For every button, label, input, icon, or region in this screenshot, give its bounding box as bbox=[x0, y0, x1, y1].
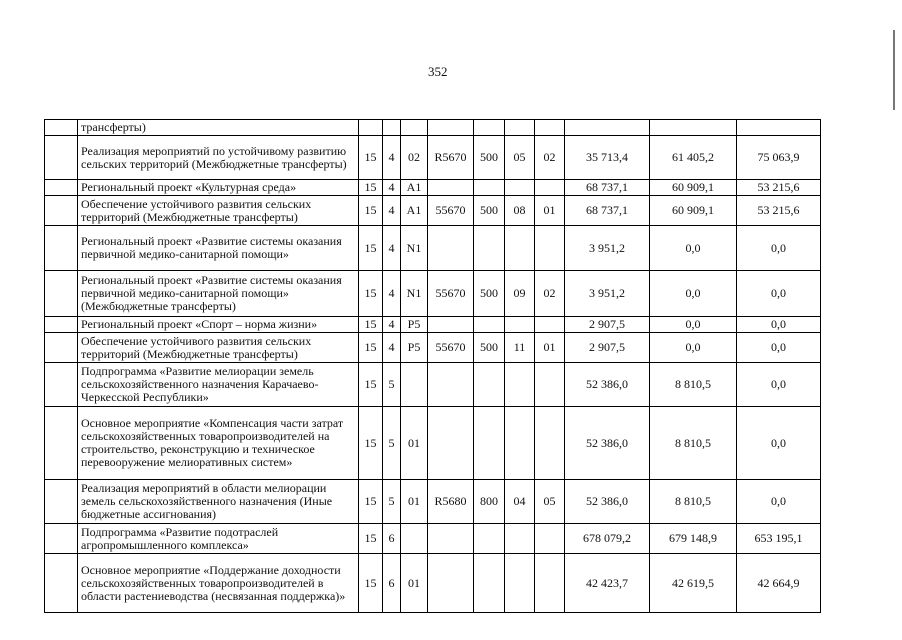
col-direction bbox=[428, 524, 474, 554]
col-section: 15 bbox=[359, 407, 383, 480]
col-section: 15 bbox=[359, 480, 383, 524]
col-expense-type: 800 bbox=[474, 480, 505, 524]
col-subprogram: P5 bbox=[401, 317, 428, 333]
row-name: Реализация мероприятий в области мелиорации земель сельскохозяйственного назначения (Иные бюджетные ассигнования) bbox=[78, 480, 359, 524]
col-expense-type bbox=[474, 554, 505, 613]
table-row bbox=[45, 226, 821, 271]
col-subsection bbox=[535, 524, 565, 554]
value-year2: 61 405,2 bbox=[650, 136, 737, 180]
value-year3: 0,0 bbox=[737, 407, 821, 480]
value-year2: 8 810,5 bbox=[650, 480, 737, 524]
value-year3: 0,0 bbox=[737, 333, 821, 363]
col-subsection bbox=[535, 407, 565, 480]
value-year1: 68 737,1 bbox=[565, 180, 650, 196]
row-name: Обеспечение устойчивого развития сельских территорий (Межбюджетные трансферты) bbox=[78, 196, 359, 226]
table-row bbox=[45, 180, 821, 196]
col-subsection: 02 bbox=[535, 271, 565, 317]
col-program: 5 bbox=[383, 480, 401, 524]
col-chapter: 05 bbox=[505, 136, 535, 180]
col-subsection bbox=[535, 120, 565, 136]
blank-cell bbox=[45, 136, 78, 180]
col-subprogram: A1 bbox=[401, 196, 428, 226]
col-expense-type bbox=[474, 317, 505, 333]
col-direction: 55670 bbox=[428, 271, 474, 317]
value-year1: 2 907,5 bbox=[565, 333, 650, 363]
blank-cell bbox=[45, 554, 78, 613]
col-chapter: 11 bbox=[505, 333, 535, 363]
col-program: 6 bbox=[383, 554, 401, 613]
col-program: 4 bbox=[383, 180, 401, 196]
blank-cell bbox=[45, 180, 78, 196]
col-direction: 55670 bbox=[428, 196, 474, 226]
table-row bbox=[45, 363, 821, 407]
row-name: Региональный проект «Культурная среда» bbox=[78, 180, 359, 196]
table-row bbox=[45, 554, 821, 613]
page-number: 352 bbox=[428, 64, 448, 79]
col-section bbox=[359, 120, 383, 136]
col-direction bbox=[428, 317, 474, 333]
value-year1: 42 423,7 bbox=[565, 554, 650, 613]
col-section: 15 bbox=[359, 363, 383, 407]
col-subprogram: P5 bbox=[401, 333, 428, 363]
col-chapter bbox=[505, 363, 535, 407]
row-name: Обеспечение устойчивого развития сельских территорий (Межбюджетные трансферты) bbox=[78, 333, 359, 363]
col-expense-type: 500 bbox=[474, 271, 505, 317]
blank-cell bbox=[45, 524, 78, 554]
value-year2: 8 810,5 bbox=[650, 363, 737, 407]
col-direction: R5670 bbox=[428, 136, 474, 180]
blank-cell bbox=[45, 120, 78, 136]
col-chapter bbox=[505, 317, 535, 333]
col-expense-type: 500 bbox=[474, 136, 505, 180]
value-year1: 3 951,2 bbox=[565, 271, 650, 317]
col-program: 5 bbox=[383, 407, 401, 480]
col-expense-type: 500 bbox=[474, 196, 505, 226]
col-subprogram: A1 bbox=[401, 180, 428, 196]
col-expense-type bbox=[474, 363, 505, 407]
blank-cell bbox=[45, 271, 78, 317]
blank-cell bbox=[45, 317, 78, 333]
value-year1: 3 951,2 bbox=[565, 226, 650, 271]
value-year3 bbox=[737, 120, 821, 136]
col-expense-type bbox=[474, 120, 505, 136]
blank-cell bbox=[45, 480, 78, 524]
row-name: Региональный проект «Спорт – норма жизни» bbox=[78, 317, 359, 333]
blank-cell bbox=[45, 226, 78, 271]
value-year3: 0,0 bbox=[737, 226, 821, 271]
col-section: 15 bbox=[359, 524, 383, 554]
col-program bbox=[383, 120, 401, 136]
row-name: Региональный проект «Развитие системы оказания первичной медико-санитарной помощи» (Межбюджетные трансферты) bbox=[78, 271, 359, 317]
row-name: Региональный проект «Развитие системы оказания первичной медико-санитарной помощи» bbox=[78, 226, 359, 271]
col-direction bbox=[428, 226, 474, 271]
col-program: 4 bbox=[383, 136, 401, 180]
col-direction bbox=[428, 407, 474, 480]
value-year2: 60 909,1 bbox=[650, 180, 737, 196]
value-year1 bbox=[565, 120, 650, 136]
col-expense-type bbox=[474, 407, 505, 480]
col-direction bbox=[428, 554, 474, 613]
value-year3: 0,0 bbox=[737, 271, 821, 317]
value-year3: 0,0 bbox=[737, 363, 821, 407]
value-year2: 60 909,1 bbox=[650, 196, 737, 226]
value-year1: 2 907,5 bbox=[565, 317, 650, 333]
col-direction bbox=[428, 120, 474, 136]
col-subprogram: 01 bbox=[401, 480, 428, 524]
col-direction: 55670 bbox=[428, 333, 474, 363]
col-program: 4 bbox=[383, 333, 401, 363]
col-subsection bbox=[535, 317, 565, 333]
col-subprogram bbox=[401, 363, 428, 407]
table-row bbox=[45, 136, 821, 180]
col-section: 15 bbox=[359, 271, 383, 317]
value-year1: 678 079,2 bbox=[565, 524, 650, 554]
col-program: 4 bbox=[383, 317, 401, 333]
value-year3: 0,0 bbox=[737, 317, 821, 333]
col-subsection bbox=[535, 180, 565, 196]
row-name: Основное мероприятие «Поддержание доходности сельскохозяйственных товаропроизводителей в области растениеводства (несвязанная поддержка)» bbox=[78, 554, 359, 613]
col-expense-type bbox=[474, 226, 505, 271]
blank-cell bbox=[45, 196, 78, 226]
table-row bbox=[45, 407, 821, 480]
col-direction bbox=[428, 363, 474, 407]
row-name: трансферты) bbox=[78, 120, 359, 136]
col-direction bbox=[428, 180, 474, 196]
value-year1: 35 713,4 bbox=[565, 136, 650, 180]
col-chapter bbox=[505, 120, 535, 136]
blank-cell bbox=[45, 333, 78, 363]
col-subprogram: 01 bbox=[401, 407, 428, 480]
table-row bbox=[45, 120, 821, 136]
page-edge-line bbox=[893, 30, 895, 110]
row-name: Основное мероприятие «Компенсация части затрат сельскохозяйственных товаропроизводителей на строительство, реконструкцию и техническое перевооружение мелиоративных систем» bbox=[78, 407, 359, 480]
col-section: 15 bbox=[359, 317, 383, 333]
col-program: 4 bbox=[383, 271, 401, 317]
col-chapter: 09 bbox=[505, 271, 535, 317]
table-row bbox=[45, 271, 821, 317]
value-year2: 679 148,9 bbox=[650, 524, 737, 554]
col-subprogram: 01 bbox=[401, 554, 428, 613]
col-subsection: 05 bbox=[535, 480, 565, 524]
value-year3: 53 215,6 bbox=[737, 180, 821, 196]
value-year3: 653 195,1 bbox=[737, 524, 821, 554]
row-name: Реализация мероприятий по устойчивому развитию сельских территорий (Межбюджетные трансферты) bbox=[78, 136, 359, 180]
col-subprogram bbox=[401, 524, 428, 554]
col-chapter bbox=[505, 407, 535, 480]
col-program: 4 bbox=[383, 226, 401, 271]
value-year2: 0,0 bbox=[650, 317, 737, 333]
value-year2: 0,0 bbox=[650, 226, 737, 271]
budget-table bbox=[44, 119, 821, 613]
table-row bbox=[45, 524, 821, 554]
col-section: 15 bbox=[359, 196, 383, 226]
col-program: 4 bbox=[383, 196, 401, 226]
col-chapter bbox=[505, 226, 535, 271]
value-year1: 52 386,0 bbox=[565, 480, 650, 524]
col-direction: R5680 bbox=[428, 480, 474, 524]
value-year1: 52 386,0 bbox=[565, 363, 650, 407]
blank-cell bbox=[45, 363, 78, 407]
col-section: 15 bbox=[359, 136, 383, 180]
col-subsection bbox=[535, 554, 565, 613]
value-year2: 8 810,5 bbox=[650, 407, 737, 480]
col-section: 15 bbox=[359, 180, 383, 196]
value-year1: 52 386,0 bbox=[565, 407, 650, 480]
col-expense-type bbox=[474, 524, 505, 554]
table-row bbox=[45, 333, 821, 363]
col-subsection bbox=[535, 363, 565, 407]
col-subsection: 02 bbox=[535, 136, 565, 180]
table-row bbox=[45, 480, 821, 524]
col-subprogram: 02 bbox=[401, 136, 428, 180]
value-year2: 0,0 bbox=[650, 333, 737, 363]
row-name: Подпрограмма «Развитие мелиорации земель сельскохозяйственного назначения Карачаево-Черкесской Республики» bbox=[78, 363, 359, 407]
col-program: 5 bbox=[383, 363, 401, 407]
col-subsection: 01 bbox=[535, 196, 565, 226]
col-section: 15 bbox=[359, 333, 383, 363]
value-year2 bbox=[650, 120, 737, 136]
col-program: 6 bbox=[383, 524, 401, 554]
col-expense-type: 500 bbox=[474, 333, 505, 363]
value-year1: 68 737,1 bbox=[565, 196, 650, 226]
col-section: 15 bbox=[359, 226, 383, 271]
col-subsection bbox=[535, 226, 565, 271]
value-year2: 42 619,5 bbox=[650, 554, 737, 613]
col-subsection: 01 bbox=[535, 333, 565, 363]
col-section: 15 bbox=[359, 554, 383, 613]
value-year2: 0,0 bbox=[650, 271, 737, 317]
value-year3: 42 664,9 bbox=[737, 554, 821, 613]
col-subprogram bbox=[401, 120, 428, 136]
blank-cell bbox=[45, 407, 78, 480]
value-year3: 0,0 bbox=[737, 480, 821, 524]
table-row bbox=[45, 317, 821, 333]
col-subprogram: N1 bbox=[401, 226, 428, 271]
table-row bbox=[45, 196, 821, 226]
col-chapter: 04 bbox=[505, 480, 535, 524]
col-chapter: 08 bbox=[505, 196, 535, 226]
col-chapter bbox=[505, 554, 535, 613]
value-year3: 75 063,9 bbox=[737, 136, 821, 180]
col-expense-type bbox=[474, 180, 505, 196]
col-chapter bbox=[505, 180, 535, 196]
col-subprogram: N1 bbox=[401, 271, 428, 317]
value-year3: 53 215,6 bbox=[737, 196, 821, 226]
row-name: Подпрограмма «Развитие подотраслей агропромышленного комплекса» bbox=[78, 524, 359, 554]
col-chapter bbox=[505, 524, 535, 554]
